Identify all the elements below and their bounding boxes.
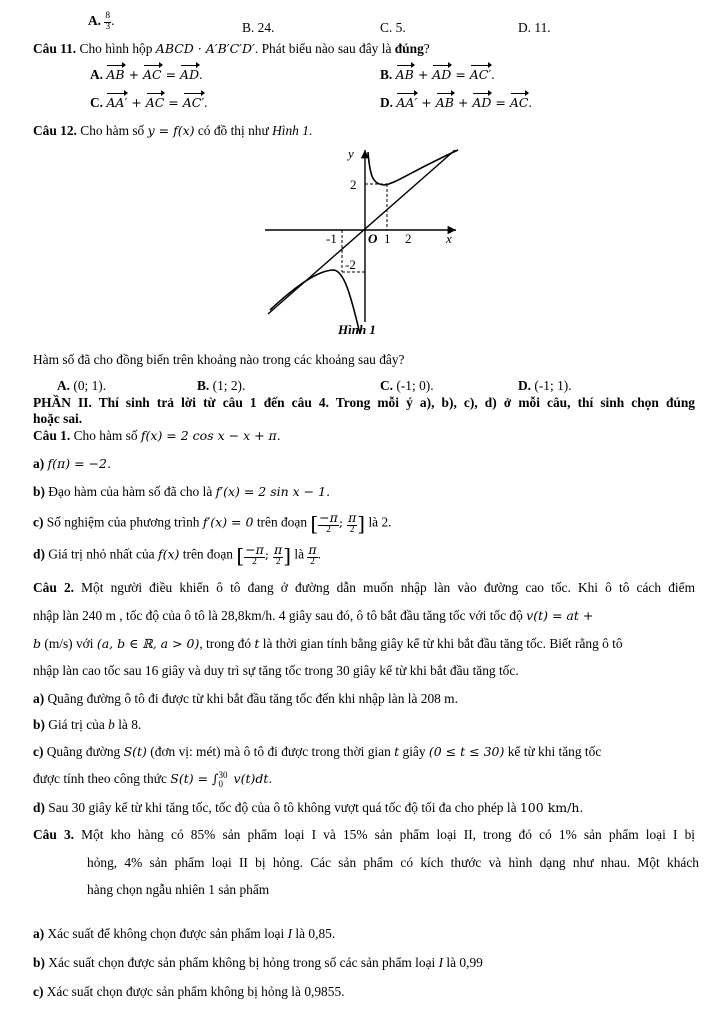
origin-label: O [368, 231, 378, 246]
c3-stem-line3: hàng chọn ngẫu nhiên 1 sản phẩm [87, 882, 270, 897]
tick-x-2: 2 [405, 231, 412, 246]
q12-option-a: A. (0; 1). [57, 378, 107, 393]
c1-statement-c: c) Số nghiệm của phương trình f′(x) = 0 trên đoạn [ $\frac{-\pi}{2}$ ; $\frac{\pi}{2}$ ] là 2. [33, 510, 392, 536]
c2-statement-c-cont: được tính theo công thức S(t) = ∫ 30 0 v(t)dt. [33, 770, 273, 789]
q12-stem: Câu 12. Cho hàm số y = f(x) có đồ thị như Hình 1. [33, 123, 313, 138]
tick-y-2: 2 [350, 177, 357, 192]
c2-stem-line1: Câu 2. Một người điều khiển ô tô đang ở đường dẫn muốn nhập làn vào đường cao tốc. Khi ô tô cách điểm [33, 580, 695, 595]
q12-question: Hàm số đã cho đồng biến trên khoảng nào trong các khoảng sau đây? [33, 352, 405, 367]
tick-x-neg1: -1 [326, 231, 337, 246]
c2-stem-line3: b (m/s) với (a, b ∈ ℝ, a > 0), trong đó t là thời gian tính bằng giây kể từ khi bắt đầu tăng tốc. Biết rằng ô tô [33, 636, 623, 651]
q12-option-b: B. (1; 2). [197, 378, 246, 393]
q11-option-c: C. AA′ + AC = AC′. [90, 92, 208, 112]
x-axis-label: x [446, 231, 452, 246]
c3-statement-b: b) Xác suất chọn được sản phẩm không bị hỏng trong số các sản phẩm loại I là 0,99 [33, 955, 483, 970]
c3-statement-a: a) Xác suất để không chọn được sản phẩm loại I là 0,85. [33, 926, 336, 941]
c3-stem-line1: Câu 3. Một kho hàng có 85% sản phẩm loại I và 15% sản phẩm loại II, trong đó có 1% sản phẩm loại I bị [33, 827, 695, 842]
q11-option-a: A. AB + AC = AD. [90, 64, 202, 84]
c3-stem-line2: hỏng, 4% sản phẩm loại II bị hỏng. Các sản phẩm có kích thước và hình dạng như nhau. Một khách [87, 855, 699, 870]
c1-stem: Câu 1. Cho hàm số f(x) = 2 cos x − x + π. [33, 428, 281, 443]
q10-option-a: A. $\frac{8}{3}$ . [88, 11, 115, 32]
c2-stem-line4: nhập làn cao tốc sau 16 giây và duy trì sự tăng tốc trong 30 giây kể từ khi bắt đầu tăng tốc. [33, 663, 519, 678]
c1-statement-a: a) f(π) = −2. [33, 456, 111, 471]
tick-y-neg2: -2 [345, 257, 356, 272]
graph-branch-right [368, 150, 458, 185]
c2-statement-c: c) Quãng đường S(t) (đơn vị: mét) mà ô tô đi được trong thời gian t giây (0 ≤ t ≤ 30) kể từ khi tăng tốc [33, 744, 602, 759]
q12-option-d: D. (-1; 1). [518, 378, 572, 393]
y-axis-label: y [348, 146, 354, 161]
q11-option-b: B. AB + AD = AC′. [380, 64, 495, 84]
function-graph [260, 142, 470, 342]
c1-statement-b: b) Đạo hàm của hàm số đã cho là f′(x) = 2 sin x − 1. [33, 484, 331, 499]
fraction: $\frac{8}{3}$ [105, 11, 111, 32]
q11-stem: Câu 11. Cho hình hộp ABCD · A′B′C′D′. Phát biểu nào sau đây là đúng? [33, 41, 430, 56]
q10-option-b: B. 24. [242, 20, 275, 35]
c2-stem-line2: nhập làn 240 m , tốc độ của ô tô là 28,8km/h. 4 giây sau đó, ô tô bắt đầu tăng tốc với tốc độ v(t) = at + [33, 608, 594, 623]
q10-option-d: D. 11. [518, 20, 551, 35]
q10-option-c: C. 5. [380, 20, 406, 35]
part2-heading: PHẦN II. Thí sinh trả lời từ câu 1 đến câu 4. Trong mỗi ý a), b), c), d) ở mỗi câu, thí sinh chọn đúng [33, 395, 695, 410]
q11-option-d: D. AA′ + AB + AD = AC. [380, 92, 532, 112]
oblique-asymptote [268, 150, 455, 314]
tick-x-1: 1 [384, 231, 391, 246]
c2-statement-d: d) Sau 30 giây kể từ khi tăng tốc, tốc độ của ô tô không vượt quá tốc độ tối đa cho phép là 100 km/h. [33, 800, 584, 815]
c1-statement-d: d) Giá trị nhỏ nhất của f(x) trên đoạn [ $\frac{-\pi}{2}$ ; $\frac{\pi}{2}$ ] là $\frac{\pi}{2}$ . [33, 542, 321, 568]
c2-statement-b: b) Giá trị của b là 8. [33, 717, 142, 732]
figure-caption: Hình 1 [338, 322, 376, 337]
part2-heading-cont: hoặc sai. [33, 411, 83, 426]
c3-statement-c: c) Xác suất chọn được sản phẩm không bị hỏng là 0,9855. [33, 984, 345, 999]
q12-option-c: C. (-1; 0). [380, 378, 434, 393]
c2-statement-a: a) Quãng đường ô tô đi được từ khi bắt đầu tăng tốc đến khi nhập làn là 208 m. [33, 691, 458, 706]
